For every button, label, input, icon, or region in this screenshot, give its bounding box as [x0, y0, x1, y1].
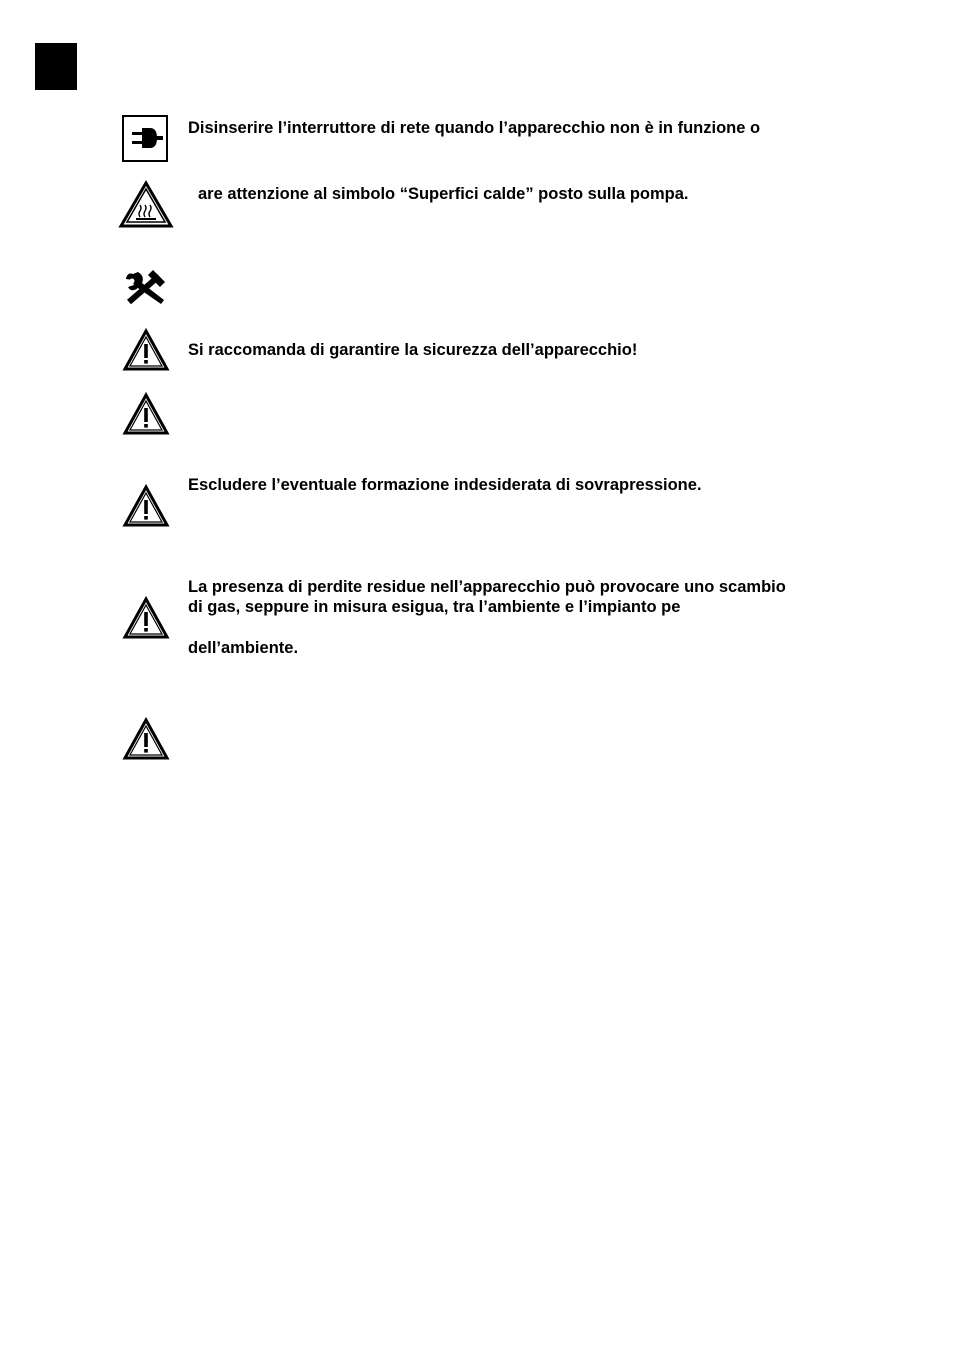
warning-triangle-icon — [122, 484, 170, 528]
plug-icon — [122, 115, 168, 162]
notice-text-6: Escludere l’eventuale formazione indesiderata di sovrapressione. — [188, 476, 702, 494]
notice-text-2: are attenzione al simbolo “Superfici calde” posto sulla pompa. — [198, 185, 689, 203]
notice-text-1: Disinserire l’interruttore di rete quando l’apparecchio non è in funzione o — [188, 119, 761, 137]
page-marker-block — [35, 43, 77, 90]
warning-triangle-icon — [122, 596, 170, 640]
notice-text-7-line-2: di gas, seppure in misura esigua, tra l’ambiente e l’impianto pe — [188, 598, 681, 616]
warning-triangle-icon — [122, 328, 170, 372]
hot-surface-warning-icon — [118, 180, 174, 229]
warning-triangle-icon — [122, 392, 170, 436]
tools-icon — [123, 268, 168, 308]
notice-text-7-line-1: La presenza di perdite residue nell’apparecchio può provocare uno scambio — [188, 578, 786, 596]
notice-text-7-line-3: dell’ambiente. — [188, 639, 299, 657]
notice-text-4: Si raccomanda di garantire la sicurezza dell’apparecchio! — [188, 341, 638, 359]
warning-triangle-icon — [122, 717, 170, 761]
